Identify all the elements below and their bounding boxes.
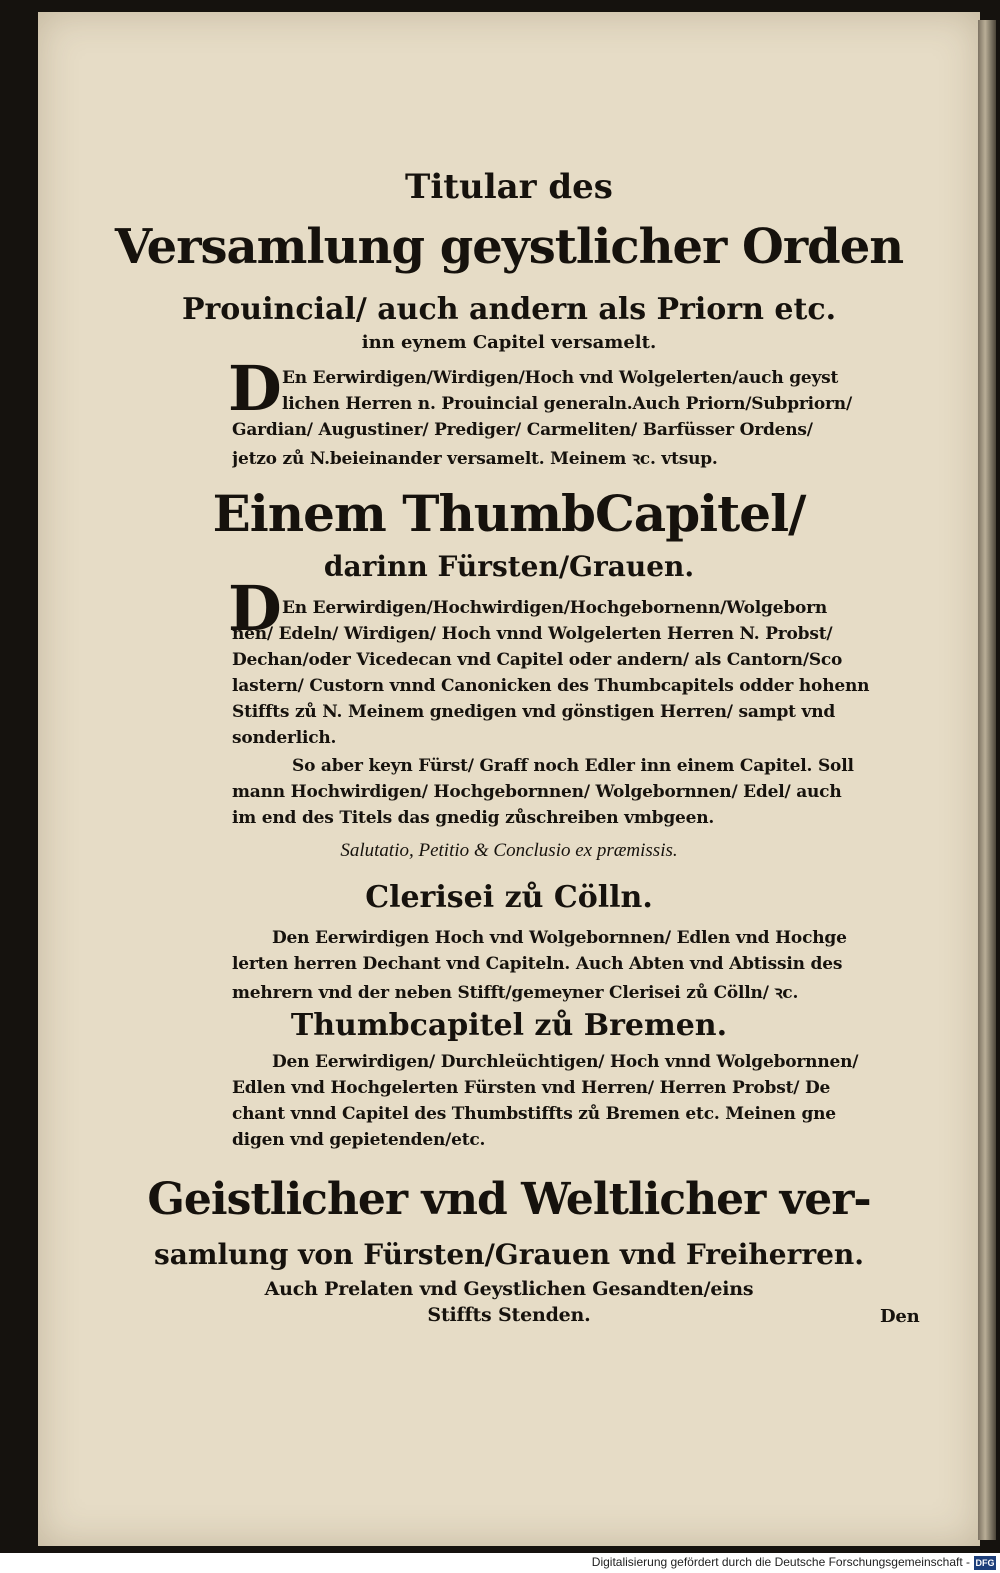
text-line: mehrern vnd der neben Stifft/gemeyner Clerisei zů Cölln/ ꝛc. xyxy=(232,983,799,1003)
document-page xyxy=(38,12,980,1546)
decorated-initial: D xyxy=(228,572,282,645)
salutatio-line: Salutatio, Petitio & Conclusio ex præmissis. xyxy=(340,840,678,861)
text-line: lichen Herren n. Prouincial generaln.Auch Priorn/Subpriorn/ xyxy=(282,394,852,414)
text-line: lastern/ Custorn vnnd Canonicken des Thumbcapitels odder hohenn xyxy=(232,676,870,696)
sub-heading: Prouincial/ auch andern als Priorn etc. xyxy=(181,292,837,327)
section-heading: Geistlicher vnd Weltlicher ver- xyxy=(147,1174,871,1225)
section-heading: Thumbcapitel zů Bremen. xyxy=(290,1008,728,1043)
text-line: chant vnnd Capitel des Thumbstiffts zů Bremen etc. Meinen gne xyxy=(232,1104,836,1124)
text-line: En Eerwirdigen/Wirdigen/Hoch vnd Wolgelerten/auch geyst xyxy=(282,368,839,388)
title-line: Titular des xyxy=(405,167,613,207)
text-line: Den Eerwirdigen Hoch vnd Wolgebornnen/ Edlen vnd Hochge xyxy=(272,928,847,948)
dfg-logo: DFG xyxy=(975,1558,995,1568)
section-heading: Clerisei zů Cölln. xyxy=(365,880,653,915)
section-subheading: Stiffts Stenden. xyxy=(427,1304,591,1326)
text-line: Gardian/ Augustiner/ Prediger/ Carmeliten/ Barfüsser Ordens/ xyxy=(232,420,813,440)
text-line: jetzo zů N.beieinander versamelt. Meinem ꝛc. vtsup. xyxy=(232,449,718,469)
sub-heading-2: inn eynem Capitel versamelt. xyxy=(361,332,657,353)
text-line: mann Hochwirdigen/ Hochgebornnen/ Wolgebornnen/ Edel/ auch xyxy=(232,782,842,802)
section-subheading: Auch Prelaten vnd Geystlichen Gesandten/eins xyxy=(264,1278,754,1300)
text-line: En Eerwirdigen/Hochwirdigen/Hochgebornenn/Wolgeborn xyxy=(282,598,828,618)
section-subheading: samlung von Fürsten/Grauen vnd Freiherren. xyxy=(153,1238,865,1271)
main-heading: Versamlung geystlicher Orden xyxy=(114,219,904,275)
decorated-initial: D xyxy=(228,352,282,425)
text-line: Den Eerwirdigen/ Durchleüchtigen/ Hoch vnnd Wolgebornnen/ xyxy=(272,1052,859,1072)
book-gutter xyxy=(978,20,996,1540)
text-line: Dechan/oder Vicedecan vnd Capitel oder andern/ als Cantorn/Sco xyxy=(232,650,843,670)
text-line: lerten herren Dechant vnd Capiteln. Auch Abten vnd Abtissin des xyxy=(232,954,843,974)
text-line: Edlen vnd Hochgelerten Fürsten vnd Herren/ Herren Probst/ De xyxy=(232,1078,831,1098)
catchword: Den xyxy=(880,1306,920,1327)
text-line: So aber keyn Fürst/ Graff noch Edler inn einem Capitel. Soll xyxy=(292,756,854,776)
section-subheading: darinn Fürsten/Grauen. xyxy=(323,550,695,583)
footer-bar xyxy=(0,1553,1000,1573)
text-line: nen/ Edeln/ Wirdigen/ Hoch vnnd Wolgelerten Herren N. Probst/ xyxy=(232,624,833,644)
text-line: digen vnd gepietenden/etc. xyxy=(232,1130,486,1150)
text-line: Stiffts zů N. Meinem gnedigen vnd gönstigen Herren/ sampt vnd xyxy=(232,702,836,722)
text-line: im end des Titels das gnedig zůschreiben vmbgeen. xyxy=(232,808,715,828)
text-line: sonderlich. xyxy=(232,728,337,748)
footer-text: Digitalisierung gefördert durch die Deutsche Forschungsgemeinschaft - xyxy=(591,1555,970,1569)
section-heading: Einem ThumbCapitel/ xyxy=(212,484,806,543)
